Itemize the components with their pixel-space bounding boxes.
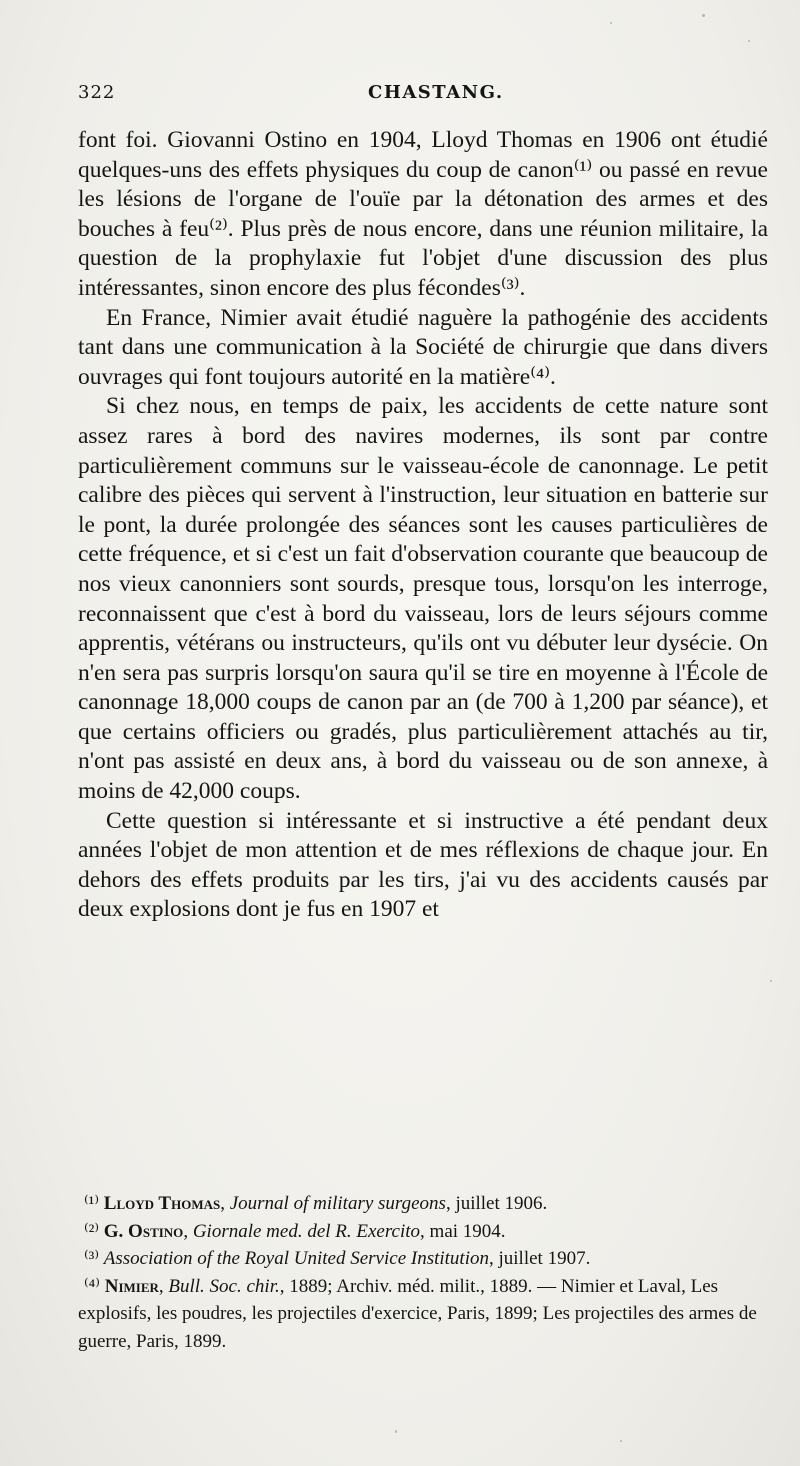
main-text [78,126,768,925]
paragraph: Cette question si intéressante et si instructive a été pendant deux années l'objet de mon attention et de mes réflexions de chaque jour. En dehors des effets produits par les tirs, j'ai vu des accidents causés par deux explosions dont je fus en 1907 et [78,807,768,923]
footnote: ⁽²⁾ G. Ostino, Giornale med. del R. Exercito, mai 1904. [84,1220,506,1242]
page-header [78,82,768,112]
footnote: ⁽³⁾ Association of the Royal United Service Institution, juillet 1907. [84,1248,591,1269]
footnote: ⁽⁴⁾ Nimier, Bull. Soc. chir., 1889; Archiv. méd. milit., 1889. — Nimier et Laval, Les explosifs, les poudres, les projectiles d'exercice, Paris, 1899; Les projectiles des armes de guerre, Paris, 1899. [78,1275,757,1352]
page-number: 322 [78,82,116,103]
footnotes [78,1190,768,1355]
paragraph: font foi. Giovanni Ostino en 1904, Lloyd Thomas en 1906 ont étudié quelques-uns des effets physiques du coup de canon⁽¹⁾ ou passé en revue les lésions de l'organe de l'ouïe par la détonation des armes et des bouches à feu⁽²⁾. Plus près de nous encore, dans une réunion militaire, la question de la prophylaxie fut l'objet d'une discussion des plus intéressantes, sinon encore des plus fécondes⁽³⁾. [78,127,768,301]
footnote: ⁽¹⁾ Lloyd Thomas, Journal of military surgeons, juillet 1906. [84,1193,548,1214]
paragraph: En France, Nimier avait étudié naguère la pathogénie des accidents tant dans une communication à la Société de chirurgie que dans divers ouvrages qui font toujours autorité en la matière⁽⁴⁾. [78,304,768,390]
paragraph: Si chez nous, en temps de paix, les accidents de cette nature sont assez rares à bord des navires modernes, ils sont par contre particulièrement communs sur le vaisseau-école de canonnage. Le petit calibre des pièces qui servent à l'instruction, leur situation en batterie sur le pont, la durée prolongée des séances sont les causes particulières de cette fréquence, et si c'est un fait d'observation courante que beaucoup de nos vieux canonniers sont sourds, presque tous, lorsqu'on les interroge, reconnaissent que c'est à bord du vaisseau, lors de leurs séjours comme apprentis, vétérans ou instructeurs, qu'ils ont vu débuter leur dysécie. On n'en sera pas surpris lorsqu'on saura qu'il se tire en moyenne à l'École de canonnage 18,000 coups de canon par an (de 700 à 1,200 par séance), et que certains officiers ou gradés, plus particulièrement attachés au tir, n'ont pas assisté en deux ans, à bord du vaisseau ou de son annexe, à moins de 42,000 coups. [78,393,768,805]
running-head: CHASTANG. [368,82,504,103]
